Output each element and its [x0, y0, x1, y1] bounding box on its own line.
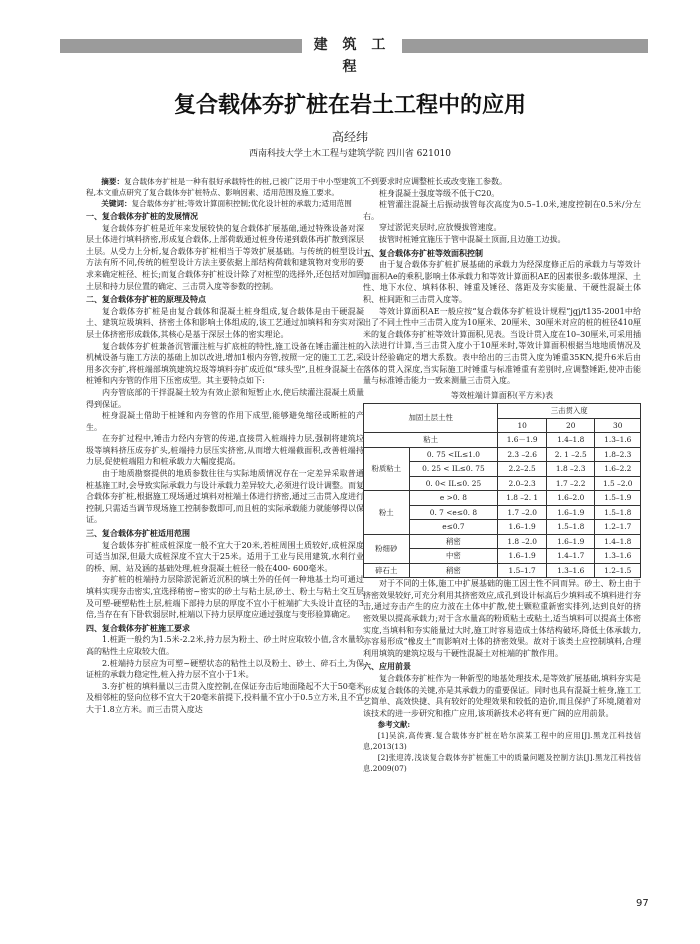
- paragraph: 1.桩距一般约为1.5米-2.2米,持力层为粉土、砂土时应取较小值,含水量较高的粘性土应取较大值。: [86, 635, 364, 656]
- table-cell: 0. 7 <e≤0. 8: [409, 505, 498, 520]
- table-cell: 0. 25 < IL≤0. 75: [409, 462, 498, 477]
- table-cell: 碎石土: [364, 563, 410, 578]
- paper-title: 复合载体夯扩桩在岩土工程中的应用: [173, 93, 526, 118]
- section-heading: 三、复合载体夯扩桩适用范围: [86, 529, 190, 539]
- table-row: [364, 491, 641, 506]
- table-cell: 1.6–1.9: [546, 534, 595, 549]
- paragraph: 复合载体夯扩桩作为一种新型的地基处理技术,是等效扩展基础,填料夯实是形成复合载体的关键,亦是其承载力的重要保证。同时也具有混凝土桩身,施工工艺简单、高效快捷、具有较好的处理效果和较低的造价,而且保护了环境,随着对该技术的进一步研究和推广应用,该项新技术必将有更广阔的应用前景。: [363, 674, 641, 718]
- paragraph: 2.桩端持力层应为可塑~硬塑状态的粘性土以及粉土、砂土、碎石土,为保证桩的承载力稳定性,桩入持力层不宜小于1米。: [86, 658, 364, 680]
- author: 高经纬: [331, 130, 368, 144]
- keywords: [86, 198, 364, 209]
- left-column: [86, 176, 364, 716]
- table-cell: 1.4–1.8: [546, 433, 595, 448]
- table-cell: 1.4–1.7: [546, 549, 595, 564]
- table-row: [364, 447, 641, 462]
- paragraph: 复合载体夯扩桩兼备沉管灌注桩与扩底桩的特性,施工设备在锤击灌注桩的机械设备与施工方法的基础上加以改进,增加1根内夯管,按照一定的施工工艺,采用多次夯扩,将桩端部填筑建筑垃圾等填料夯扩成近似“球头型”,且桩身混凝土在桩锤和内夯管的作用下压密成型。其主要特点如下:: [86, 341, 364, 386]
- table-cell: 稍密: [409, 534, 498, 549]
- paragraph: 3.夯扩桩的填料量以三击贯入度控制,在保证夯击后地面隆起不大于50毫米及相邻桩的竖向位移不宜大于20毫米前提下,投料量不宜小于0.5立方米,且不宜大于1.8立方米。而三击贯入度达: [86, 681, 364, 714]
- section-heading: 四、复合载体夯扩桩施工要求: [86, 623, 190, 633]
- references: [363, 719, 641, 774]
- table-cell: 中密: [409, 549, 498, 564]
- table-cell: 0. 0< IL≤0. 25: [409, 476, 498, 491]
- reference-item: [1]吴滨,高传赛.复合载体夯扩桩在哈尔滨某工程中的应用[J].黑龙江科技信息,2013(13): [363, 731, 641, 752]
- table-header-row: [364, 404, 641, 419]
- keywords-label: 关键词：: [101, 199, 132, 208]
- paragraph: 不到要求时应调整桩长或改变施工参数。: [363, 177, 507, 186]
- abstract: [86, 176, 364, 198]
- paragraph: 拔管时桩锤宜施压于管中混凝土顶面,且边施工边拔。: [379, 234, 566, 244]
- paragraph: 由于复合载体夯扩桩扩展基础的承载力为经深度修正后的承载力与等效计算面积Ae的乘积,影响土体承载力和等效计算面积AE的因素很多:载体埋深、土性、地下水位、填料体积、锤重及锤径、落距及夯实能量、干硬性混凝土体积、桩间距和三击贯入度等。: [363, 260, 641, 304]
- table-cell: 2.0–2.3: [498, 476, 547, 491]
- section-heading: 一、复合载体夯扩桩的发展情况: [86, 212, 198, 221]
- table-cell: e≤0.7: [409, 520, 498, 535]
- paragraph: 桩身混凝土强度等级不低于C20。: [379, 188, 500, 198]
- table-cell: 1.5–1.8: [595, 505, 641, 520]
- equivalent-area-table: [363, 403, 641, 578]
- table-cell: 1.8 –2.3: [546, 462, 595, 477]
- table-cell: 0. 75 <IL≤1.0: [409, 447, 498, 462]
- reference-item: [2]张迎涛,浅谈复合载体夯扩桩施工中的质量问题及控制方法[J].黑龙江科技信息.2009(07): [363, 753, 641, 774]
- table-cell: 稍密: [409, 563, 498, 578]
- paragraph: 在夯扩过程中,锤击力经内夯管的传递,直接贯入桩端持力层,强制将建筑垃圾等填料挤压成夯扩头,桩端持力层压实挤密,从而增大桩端截面积,改善桩端持力层,促使桩端阻力和桩承载力大幅度提高。: [86, 434, 364, 467]
- keywords-text: 复合载体夯扩桩;等效计算面积控制;优化设计桩的承载力;适用范围: [131, 199, 352, 208]
- abstract-text: 复合载体夯扩桩是一种有很好承载特性的桩,已被广泛用于中小型建筑工程,本文重点研究了复合载体夯扩桩特点、影响因素、适用范围及施工要求。: [86, 177, 364, 197]
- paragraph: 由于地质勘察提供的地质参数往往与实际地质情况存在一定差异采取普通桩基施工时,会导致实际承载力与设计承载力差异较大,必须进行设计调整。而复合载体夯扩桩,根据施工现场通过填料对桩端土体进行挤密,通过三击贯入度进行控制,只需适当调节现场施工控制参数即可,而且桩的实际承载能力就能够得以保证。: [86, 469, 364, 525]
- table-cell: 1.3–1.6: [546, 563, 595, 578]
- table-row: [364, 534, 641, 549]
- references-title: 参考文献:: [377, 720, 411, 730]
- table-cell: 粉质粘土: [364, 447, 410, 491]
- paragraph: 等效计算面积AE一般应按“复合载体夯扩桩设计规程”jgj/t135-2001中给出了不同土性中三击贯入度为10厘米、20厘米、30厘米对应的桩的桩径410厘米的复合载体夯扩桩等效计算面积,见表。当设计贯入度在10–30厘米,可采用插入法进行计算,当三击贯入度小于10厘米时,等效计算面积根据当地地质情况及设计经验确定的增大系数。表中给出的三击贯入度为锤重35KN,提升6米后由落体的贯入深度,当实际施工时锤重与标准锤重有差别时,应调整锤距,使冲击能量与标准锤击能力一致来测量三击贯入度。: [363, 306, 641, 386]
- right-column: [363, 176, 641, 774]
- table-cell: 1.5–1.9: [595, 491, 641, 506]
- table-cell: 1.6–2.2: [595, 462, 641, 477]
- table-cell: 1.3–1.6: [595, 549, 641, 564]
- table-cell: 1.6–2.0: [546, 491, 595, 506]
- header-cell: 30: [595, 418, 641, 433]
- table-cell: 1.8–2.3: [595, 447, 641, 462]
- paragraph: 复合载体夯扩桩是由复合载体和混凝土桩身组成,复合载体是由干硬混凝土、建筑垃圾填料、挤密土体和影响土体组成的,该工艺通过加填料和夯实对深层土体挤密形成载体,其核心是基于深层土体的密实理论。: [86, 306, 364, 339]
- table-cell: 1.3–1.6: [595, 433, 641, 448]
- table-cell: 1.8 –2.0: [498, 534, 547, 549]
- table-cell: 1.8 –2. 1: [498, 491, 547, 506]
- paragraph: 复合载体夯扩桩是近年来发展较快的复合载体扩展基础,通过特殊设备对深层土体进行填料挤密,形成复合载体,上部荷载通过桩身传递到载体再扩散到深层土层。从受力上分析,复合载体夯扩桩相当于等效扩展基础。与传统的桩型设计方法有所不同,传统的桩型设计方法主要依据上部结构荷载和建筑物对变形的要求来确定桩径、桩长;而复合载体夯扩桩设计除了对桩型的选择外,还包括对加固土层和持力层位置的确定、三击贯入度等参数的控制。: [86, 223, 364, 291]
- page-number: 97: [636, 898, 649, 909]
- table-cell: 粉细砂: [364, 534, 410, 563]
- table-cell: 1.4–1.8: [595, 534, 641, 549]
- table-cell: 1.2–1.5: [595, 563, 641, 578]
- header-cell: 三击贯入度: [498, 404, 641, 419]
- table-cell: 2. 1 –2.5: [546, 447, 595, 462]
- paragraph: 桩管灌注混凝土后振动拔管每次高度为0.5–1.0米,速度控制在0.5米/分左右。: [363, 200, 641, 221]
- paragraph: 对于不同的土体,施工中扩展基础的施工因土性不同而异。砂土、粉土由于挤密效果较好,可充分利用其挤密效应,成孔到设计标高后少填料或不填料进行夯击,通过夯击产生的应力波在土体中扩散,使土颗粒重新密实排列,达到良好的挤密效果以提高承载力;对于含水量高的粉质粘土或粘土,适当填料可以提高土体密实度,当填料和夯实能量过大时,施工时容易造成土体结构破坏,降低土体承载力,亦容易形成“橡皮土”而影响对土体的挤密效果。故对于该类土应控制填料,合理利用填筑的建筑垃圾与干硬性混凝土对桩端的扩散作用。: [363, 579, 641, 658]
- table-cell: 1.5–1.8: [546, 520, 595, 535]
- table-caption: 等效桩端计算面积(平方米)表: [450, 390, 554, 400]
- table-row: [364, 563, 641, 578]
- paragraph: 桩身混凝土借助于桩锤和内夯管的作用下成型,能够避免缩径或断桩的产生。: [86, 411, 364, 432]
- paragraph: 夯扩桩的桩端持力层除淤泥新近沉积的填土外的任何一种地基土均可通过填料实现夯击密实,宜选择稍密~密实的砂土与粘土层,砂土、粉土与粘土交互层及可塑-硬塑粘性土层,桩端下部持力层的厚度不宜小于桩端扩大头设计直径的3倍,当存在有下卧软弱层时,桩端以下持力层厚度应通过强度与变形验算确定。: [86, 575, 364, 620]
- table-cell: 2.2–2.5: [498, 462, 547, 477]
- table-cell: 1.7 –2.2: [546, 476, 595, 491]
- affiliation: 西南科技大学土木工程与建筑学院 四川省 621010: [248, 149, 452, 159]
- table-cell: e >0. 8: [409, 491, 498, 506]
- table-cell: 2.3 –2.6: [498, 447, 547, 462]
- abstract-label: 摘要：: [101, 177, 125, 186]
- table-cell: 粘土: [364, 433, 498, 448]
- paragraph: 穿过淤泥夹层时,应放慢拔管速度。: [379, 223, 502, 233]
- table-cell: 1.7 –2.0: [498, 505, 547, 520]
- section-heading: 六、应用前景: [363, 662, 411, 672]
- paragraph: 复合载体夯扩桩成桩深度一般不宜大于20米,若桩周围土质较好,成桩深度可适当加深,但最大成桩深度不宜大于25米。适用于工业与民用建筑,水利行业的桥、闸、站及涵的基础处理,桩身混凝土桩径一般在400- 600毫米。: [86, 540, 364, 573]
- table-cell: 1.6－1.9: [498, 433, 547, 448]
- header-cell: 10: [498, 418, 547, 433]
- table-cell: 1.6–1.9: [546, 505, 595, 520]
- table-cell: 粉土: [364, 491, 410, 535]
- section-heading: 五、复合载体夯扩桩等效面积控制: [363, 248, 483, 258]
- paragraph: 内夯管底部的干拌混凝土较为有效止淤和短暂止水,使后续灌注混凝土质量得到保证。: [86, 387, 364, 409]
- table-cell: 1.6–1.9: [498, 520, 547, 535]
- table-cell: 1.6–1.9: [498, 549, 547, 564]
- section-label: 建 筑 工 程: [302, 34, 402, 56]
- table-cell: 1.5 –2.0: [595, 476, 641, 491]
- section-heading: 二、复合载体夯扩桩的原理及特点: [86, 295, 206, 305]
- table-cell: 1.2–1.7: [595, 520, 641, 535]
- header-cell: 加固土层土性: [364, 404, 498, 433]
- table-cell: 1.5–1.7: [498, 563, 547, 578]
- header-cell: 20: [546, 418, 595, 433]
- table-row: [364, 433, 641, 448]
